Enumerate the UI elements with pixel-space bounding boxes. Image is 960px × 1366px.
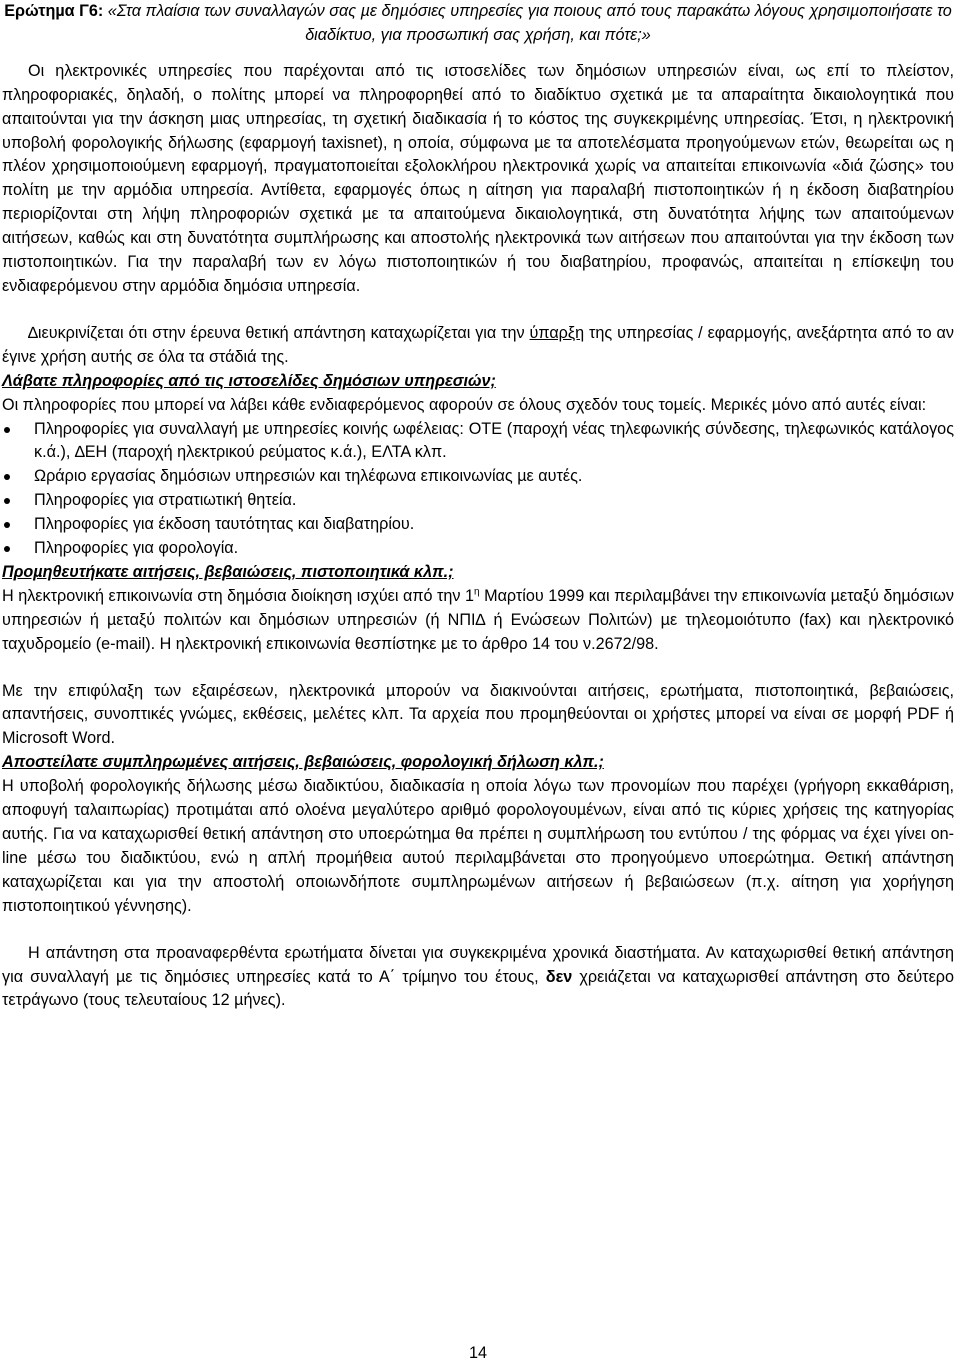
section1-heading: Λάβατε πληροφορίες από τις ιστοσελίδες δηµόσιων υπηρεσιών; — [2, 371, 496, 390]
question-text: «Στα πλαίσια των συναλλαγών σας µε δηµόσιες υπηρεσίες για ποιους από τους παρακάτω λόγους χρησιµοποιήσατε το διαδίκτυο, για προσωπική σας χρήση, και πότε;» — [103, 2, 952, 44]
section3-heading: Αποστείλατε συµπληρωµένες αιτήσεις, βεβαιώσεις, φορολογική δήλωση κλπ.; — [2, 753, 604, 772]
list-item-text: Πληροφορίες για φορολογία. — [34, 539, 239, 558]
list-item — [2, 537, 954, 561]
bullet-icon — [4, 427, 10, 433]
list-item-text: Πληροφορίες για στρατιωτική θητεία. — [34, 491, 297, 510]
list-item-text: Πληροφορίες για έκδοση ταυτότητας και διαβατηρίου. — [34, 515, 415, 534]
section2-heading: Προµηθευτήκατε αιτήσεις, βεβαιώσεις, πιστοποιητικά κλπ.; — [2, 562, 454, 581]
list-item — [2, 513, 954, 537]
list-item — [2, 489, 954, 513]
bullet-icon — [4, 498, 10, 504]
bullet-icon — [4, 546, 10, 552]
section3-p2-before: Η απάντηση στα προαναφερθέντα ερωτήµατα δίνεται για συγκεκριµένα χρονικά διαστήµατα. Αν καταχωρισθεί θετική απάντηση για συναλλαγή µε τις δηµόσιες υπηρεσίες κατά το Α΄ τρίµηνο του έτους, — [2, 943, 954, 986]
list-item-text: Ωράριο εργασίας δηµόσιων υπηρεσιών και τηλέφωνα επικοινωνίας µε αυτές. — [34, 467, 583, 486]
list-item — [2, 418, 954, 466]
section2-p1-after: Μαρτίου 1999 και περιλαµβάνει την επικοινωνία µεταξύ δηµόσιων υπηρεσιών ή µεταξύ πολιτών και δηµόσιων υπηρεσιών (ή ΝΠΙ∆ ή Ενώσεων Πολιτών) µε τηλεοµοιότυπο (fax) και ηλεκτρονικό ταχυδροµείο (e-mail). Η ηλεκτρονική επικοινωνία θεσπίστηκε µε το άρθρο 14 του ν.2672/98. — [2, 586, 954, 653]
intro-paragraph: Οι ηλεκτρονικές υπηρεσίες που παρέχονται από τις ιστοσελίδες των δηµόσιων υπηρεσιών είναι, ως επί το πλείστον, πληροφοριακές, δηλαδή, ο πολίτης µπορεί να πληροφορηθεί από το διαδίκτυο σχετικά µε τα απαραίτητα δικαιολογητικά που απαιτούνται για την άσκηση µιας υπηρεσίας, τη σχετική διαδικασία ή το κόστος της συγκεκριµένης υπηρεσίας. Έτσι, η ηλεκτρονική υποβολή φορολογικής δήλωσης (εφαρµογή taxisnet), η οποία, σύµφωνα µε τα αποτελέσµατα προηγούµενων ετών, θεωρείται ως η πλέον χρησιµοποιούµενη εφαρµογή, πραγµατοποιείται εξολοκλήρου ηλεκτρονικά χωρίς να απαιτείται επικοινωνία «διά ζώσης» του πολίτη µε την αρµόδια υπηρεσία. Αντίθετα, εφαρµογές όπως η αίτηση για παραλαβή πιστοποιητικών ή η έκδοση διαβατηρίου περιορίζονται στη λήψη πληροφοριών σχετικά µε τα απαιτούµενα δικαιολογητικά, στη δυνατότητα λήψης των απαιτούµενων αιτήσεων, καθώς και στη δυνατότητα συµπλήρωσης και αποστολής ηλεκτρονικά των αιτήσεων που απαιτούνται για την έκδοση των πιστοποιητικών. Για την παραλαβή των εν λόγω πιστοποιητικών ή του διαβατηρίου, προφανώς, απαιτείται η επίσκεψη του ενδιαφερόµενου στην αρµόδια δηµόσια υπηρεσία. — [2, 61, 954, 295]
list-item — [2, 465, 954, 489]
section3-paragraph-2 — [2, 942, 954, 1014]
section2-p1-before: Η ηλεκτρονική επικοινωνία στη δηµόσια διοίκηση ισχύει από την 1 — [2, 586, 475, 605]
section3-paragraph-1: Η υποβολή φορολογικής δήλωσης µέσω διαδικτύου, διαδικασία η οποία λόγω των προνοµίων που παρέχει (γρήγορη εκκαθάριση, αποφυγή ταλαιπωρίας) προτιµάται από ολοένα µεγαλύτερο αριθµό φορολογουµένων, είναι από τις κύριες χρήσεις της κατηγορίας αυτής. Για να καταχωρισθεί θετική απάντηση στο υποερώτηµα θα πρέπει η συµπλήρωση του εντύπου / της φόρµας να έχει γίνει on-line µέσω του διαδικτύου, ενώ η απλή προµήθεια αυτού περιλαµβάνεται στο προηγούµενο υποερώτηµα. Θετική απάντηση καταχωρίζεται και για την αποστολή οποιωνδήποτε συµπληρωµένων αιτήσεων ή βεβαιώσεων (π.χ. αίτηση για χορήγηση πιστοποιητικού γέννησης). — [2, 777, 954, 915]
section3-p2-after: χρειάζεται να καταχωρισθεί απάντηση στο δεύτερο τετράγωνο (τους τελευταίους 12 µήνες). — [2, 967, 955, 1010]
clarification-underlined: ύπαρξη — [529, 323, 585, 342]
clarification-paragraph — [2, 322, 954, 370]
section2-paragraph-2: Με την επιφύλαξη των εξαιρέσεων, ηλεκτρονικά µπορούν να διακινούνται αιτήσεις, ερωτήµατα, πιστοποιητικά, βεβαιώσεις, απαντήσεις, συνοπτικές γνώµες, εκθέσεις, µελέτες κλπ. Τα αρχεία που προµηθεύονται οι χρήστες µπορεί να είναι σε µορφή PDF ή Microsoft Word. — [2, 681, 954, 748]
section2-paragraph-1 — [2, 585, 954, 657]
section1-intro: Οι πληροφορίες που µπορεί να λάβει κάθε ενδιαφερόµενος αφορούν σε όλους σχεδόν τους τοµείς. Μερικές µόνο από αυτές είναι: — [2, 395, 927, 414]
clarification-text-after: της υπηρεσίας / εφαρµογής, ανεξάρτητα από το αν έγινε χρήση αυτής σε όλα τα στάδιά της. — [2, 323, 954, 366]
section2-p1-superscript: η — [474, 586, 480, 598]
page-number: 14 — [468, 1344, 487, 1362]
bullet-icon — [4, 522, 10, 528]
section3-p2-bold: δεν — [545, 967, 573, 986]
bullet-icon — [4, 474, 10, 480]
question-label: Ερώτηµα Γ6: — [4, 2, 104, 20]
section1-bullet-list — [2, 418, 954, 561]
question-header — [2, 0, 954, 48]
clarification-text-before: ∆ιευκρινίζεται ότι στην έρευνα θετική απάντηση καταχωρίζεται για την — [28, 323, 530, 342]
list-item-text: Πληροφορίες για συναλλαγή µε υπηρεσίες κοινής ωφέλειας: ΟΤΕ (παροχή νέας τηλεφωνικής σύνδεσης, τηλεφωνικός κατάλογος κ.ά.), ∆ΕΗ (παροχή ηλεκτρικού ρεύµατος κ.ά.), ΕΛΤΑ κλπ. — [34, 419, 954, 462]
